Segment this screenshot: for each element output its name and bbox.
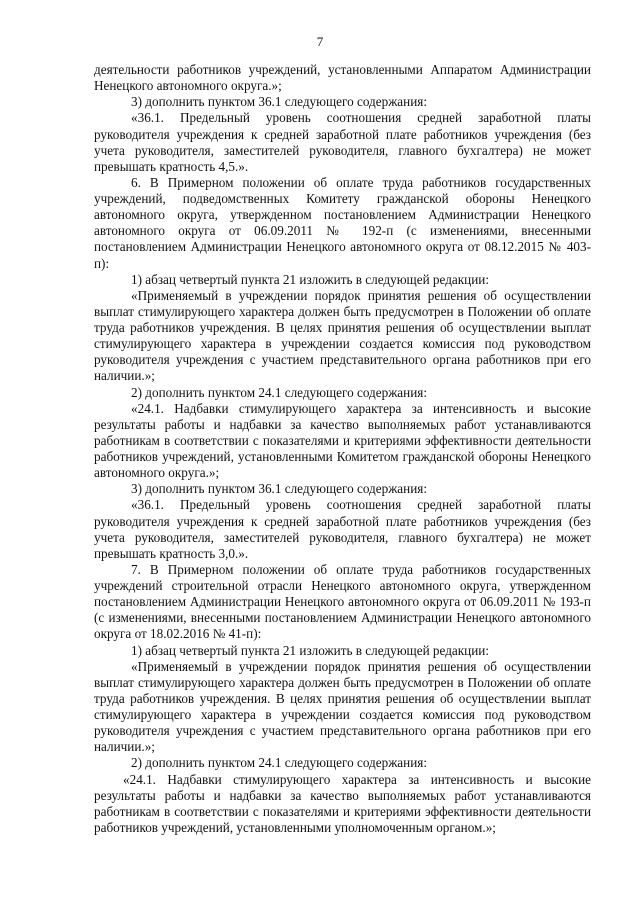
paragraph: 2) дополнить пунктом 24.1 следующего содержания: (131, 384, 428, 400)
paragraph: 3) дополнить пунктом 36.1 следующего содержания: (131, 94, 428, 110)
paragraph: 1) абзац четвертый пункта 21 изложить в следующей редакции: (131, 642, 489, 658)
document-body (94, 62, 591, 836)
paragraph: «24.1. Надбавки стимулирующего характера за интенсивность и высокие результаты работы и надбавки за качество выполняемых работ устанавливаются работникам в соответствии с показателями и критериями эффективности деятельности работников учреждений, установленными уполномоченным органом.»; (94, 771, 591, 835)
paragraph: 6. В Примерном положении об оплате труда работников государственных учреждений, подведомственных Комитету гражданской обороны Ненецкого автономного округа, утвержденном постановлением Администрации Ненецкого автономного округа от 06.09.2011 № 192-п (с изменениями, внесенными постановлением Администрации Ненецкого автономного округа от 08.12.2015 № 403-п): (94, 174, 591, 271)
paragraph: 3) дополнить пунктом 36.1 следующего содержания: (131, 481, 428, 497)
paragraph: «36.1. Предельный уровень соотношения средней заработной платы руководителя учреждения к средней заработной плате работников учреждения (без учета руководителя, заместителей руководителя, главного бухгалтера) не может превышать кратность 3,0.». (94, 497, 591, 561)
paragraph: деятельности работников учреждений, установленными Аппаратом Администрации Ненецкого автономного округа.»; (94, 62, 591, 94)
paragraph: «Применяемый в учреждении порядок принятия решения об осуществлении выплат стимулирующего характера должен быть предусмотрен в Положении об оплате труда работников учреждения. В целях принятия решения об осуществлении выплат стимулирующего характера в учреждении создается комиссия под руководством руководителя учреждения с участием представительного органа работников при его наличии.»; (94, 658, 591, 755)
paragraph: 7. В Примерном положении об оплате труда работников государственных учреждений строительной отрасли Ненецкого автономного округа, утвержденном постановлением Администрации Ненецкого автономного округа от 06.09.2011 № 193-п (с изменениями, внесенными постановлением Администрации Ненецкого автономного округа от 18.02.2016 № 41-п): (94, 561, 591, 642)
paragraph: 1) абзац четвертый пункта 21 изложить в следующей редакции: (131, 271, 489, 287)
page-number: 7 (316, 34, 324, 49)
paragraph: «24.1. Надбавки стимулирующего характера за интенсивность и высокие результаты работы и надбавки за качество выполняемых работ устанавливаются работникам в соответствии с показателями и критериями эффективности деятельности работников учреждений, установленными Комитетом гражданской обороны Ненецкого автономного округа.»; (94, 400, 591, 481)
paragraph: 2) дополнить пунктом 24.1 следующего содержания: (131, 755, 428, 771)
paragraph: «36.1. Предельный уровень соотношения средней заработной платы руководителя учреждения к средней заработной плате работников учреждения (без учета руководителя, заместителей руководителя, главного бухгалтера) не может превышать кратность 4,5.». (94, 110, 591, 174)
paragraph: «Применяемый в учреждении порядок принятия решения об осуществлении выплат стимулирующего характера должен быть предусмотрен в Положении об оплате труда работников учреждения. В целях принятия решения об осуществлении выплат стимулирующего характера в учреждении создается комиссия под руководством руководителя учреждения с участием представительного органа работников при его наличии.»; (94, 287, 591, 384)
